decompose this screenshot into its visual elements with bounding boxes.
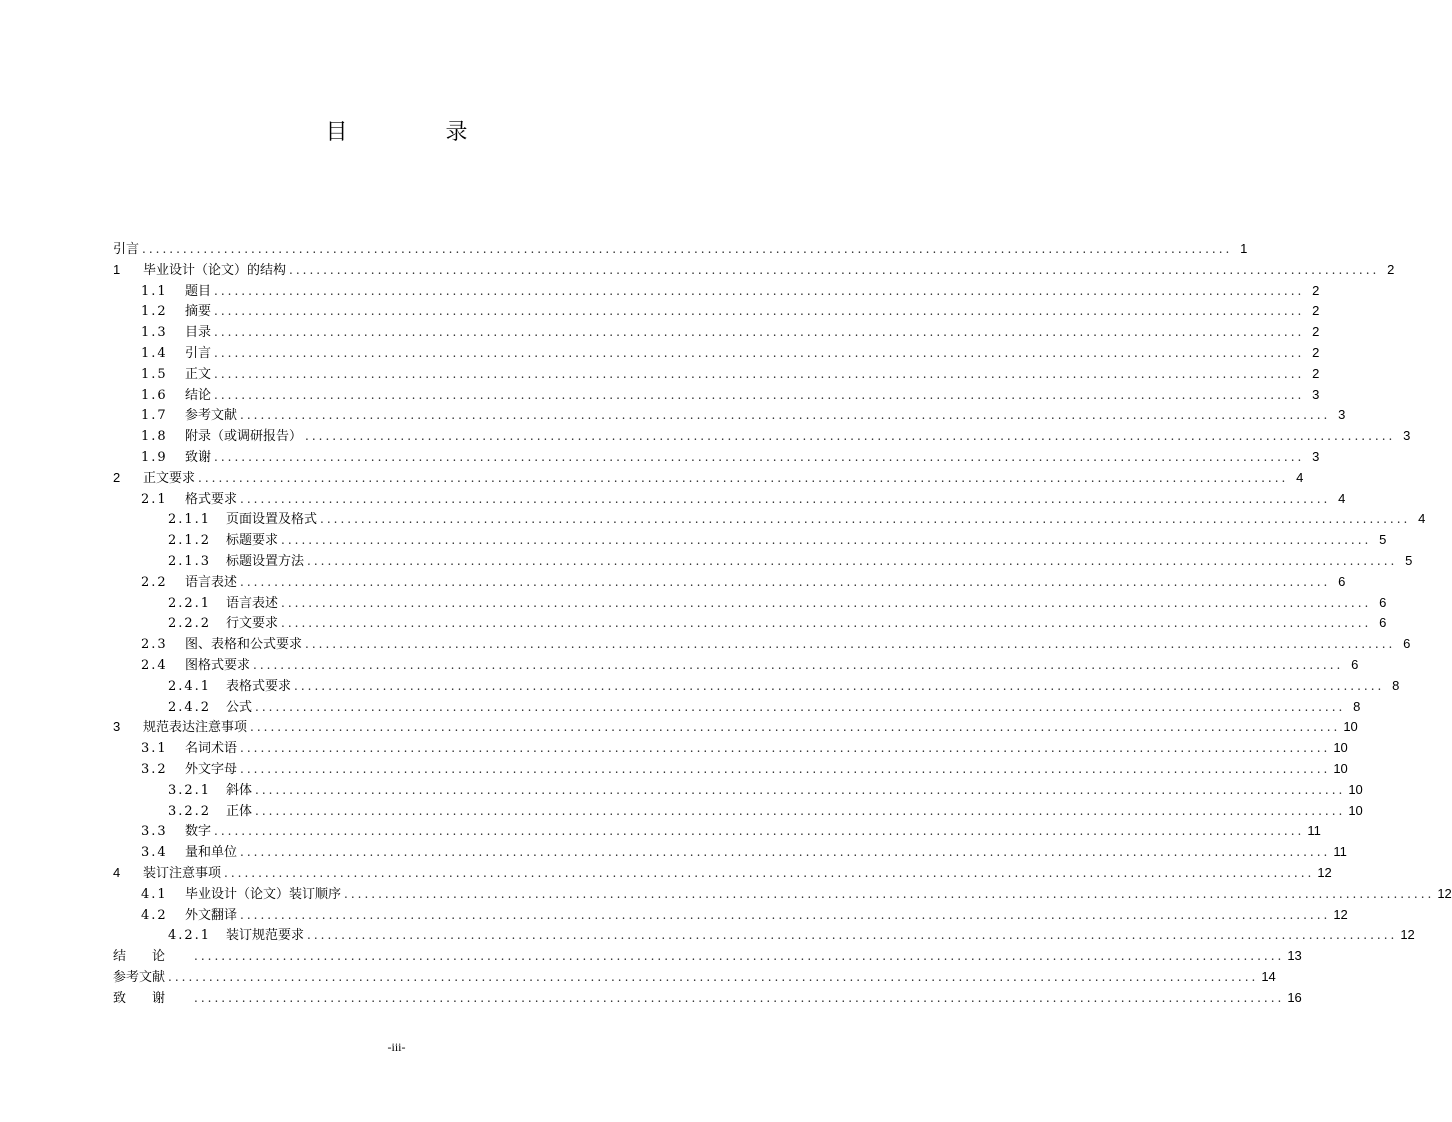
toc-entry-title: 外文字母: [185, 761, 238, 777]
toc-leader-dots: ................................................................................................................................................................: [294, 678, 1385, 693]
toc-leader-dots: ................................................................................................................................................................: [194, 990, 1285, 1005]
toc-entry-title: 名词术语: [185, 741, 238, 757]
toc-entry-title: 正文要求: [143, 469, 196, 485]
toc-entry[interactable]: [113, 447, 1320, 468]
toc-entry-number: 3.2.1: [168, 782, 212, 798]
toc-leader-dots: ................................................................................................................................................................: [281, 533, 1372, 548]
toc-entry[interactable]: [113, 468, 1304, 489]
table-of-contents: [113, 239, 1452, 1008]
toc-entry-title: 语言表述: [226, 595, 279, 611]
toc-entry-page: 3: [1312, 448, 1320, 464]
toc-leader-dots: ................................................................................................................................................................: [281, 616, 1372, 631]
toc-entry-title: 标题要求: [226, 533, 279, 549]
toc-entry[interactable]: [113, 780, 1363, 801]
toc-entry-page: 14: [1261, 968, 1276, 984]
toc-entry[interactable]: [113, 593, 1387, 614]
toc-entry-number: 2.4.2: [168, 699, 212, 715]
toc-leader-dots: ................................................................................................................................................................: [168, 969, 1259, 984]
toc-entry-number: 2.4: [141, 657, 168, 673]
toc-entry-page: 2: [1312, 324, 1320, 340]
toc-entry-page: 10: [1343, 719, 1358, 735]
toc-entry[interactable]: [113, 925, 1415, 946]
toc-entry[interactable]: [113, 967, 1276, 988]
toc-entry-page: 2: [1312, 344, 1320, 360]
toc-leader-dots: ................................................................................................................................................................: [307, 553, 1398, 568]
toc-entry[interactable]: [113, 426, 1411, 447]
toc-entry-title: 数字: [185, 824, 212, 840]
toc-leader-dots: ................................................................................................................................................................: [240, 845, 1331, 860]
toc-leader-dots: ................................................................................................................................................................: [214, 345, 1305, 360]
toc-entry-page: 2: [1387, 261, 1395, 277]
toc-entry-number: 3.3: [141, 824, 168, 840]
toc-entry-title: 页面设置及格式: [226, 512, 318, 528]
toc-entry-title: 正体: [226, 803, 253, 819]
toc-entry[interactable]: [113, 405, 1346, 426]
toc-entry[interactable]: [113, 759, 1348, 780]
toc-leader-dots: ................................................................................................................................................................: [305, 637, 1396, 652]
page-number-footer: -iii-: [387, 1040, 406, 1054]
toc-entry-number: 4.2: [141, 907, 168, 923]
toc-entry[interactable]: [113, 551, 1413, 572]
toc-entry-page: 6: [1379, 594, 1387, 610]
toc-entry-title: 参考文献: [113, 968, 166, 984]
toc-entry-page: 12: [1333, 906, 1348, 922]
toc-entry-page: 6: [1403, 636, 1411, 652]
toc-entry-title: 表格式要求: [226, 678, 292, 694]
toc-leader-dots: ................................................................................................................................................................: [214, 824, 1305, 839]
toc-entry-page: 2: [1312, 303, 1320, 319]
toc-leader-dots: ................................................................................................................................................................: [253, 657, 1344, 672]
toc-entry[interactable]: [113, 385, 1320, 406]
toc-entry-number: 1.7: [141, 408, 168, 424]
toc-entry-title: 致谢: [185, 449, 212, 465]
page-title: 目 录: [325, 120, 506, 145]
toc-entry-title: 图、表格和公式要求: [185, 637, 303, 653]
toc-entry[interactable]: [113, 655, 1359, 676]
toc-entry-number: 3.2.2: [168, 803, 212, 819]
toc-entry-title: 规范表达注意事项: [143, 719, 248, 735]
toc-entry-number: 1.6: [141, 387, 168, 403]
toc-entry[interactable]: [113, 738, 1348, 759]
toc-entry-number: 2.4.1: [168, 678, 212, 694]
toc-leader-dots: ................................................................................................................................................................: [240, 574, 1331, 589]
toc-entry-title: 量和单位: [185, 845, 238, 861]
toc-leader-dots: ................................................................................................................................................................: [214, 449, 1305, 464]
toc-entry-title: 斜体: [226, 782, 253, 798]
toc-entry[interactable]: [113, 634, 1411, 655]
toc-entry-title: 目录: [185, 325, 212, 341]
toc-entry-number: 1.1: [141, 283, 168, 299]
toc-entry[interactable]: [113, 572, 1346, 593]
toc-leader-dots: ................................................................................................................................................................: [240, 408, 1331, 423]
toc-entry-title: 毕业设计（论文）装订顺序: [185, 886, 342, 902]
toc-entry-page: 2: [1312, 365, 1320, 381]
toc-entry[interactable]: [113, 343, 1320, 364]
toc-entry-number: 2.3: [141, 637, 168, 653]
toc-entry-page: 6: [1351, 656, 1359, 672]
toc-leader-dots: ................................................................................................................................................................: [250, 720, 1341, 735]
toc-leader-dots: ................................................................................................................................................................: [255, 782, 1346, 797]
toc-entry-title: 图格式要求: [185, 657, 251, 673]
toc-entry-number: 2.2.1: [168, 595, 212, 611]
toc-entry-page: 6: [1379, 615, 1387, 631]
toc-entry-page: 3: [1338, 407, 1346, 423]
toc-entry[interactable]: [113, 697, 1361, 718]
toc-entry[interactable]: [113, 676, 1400, 697]
toc-entry-title: 公式: [226, 699, 253, 715]
toc-entry-page: 3: [1312, 386, 1320, 402]
toc-leader-dots: ................................................................................................................................................................: [344, 886, 1435, 901]
toc-entry[interactable]: [113, 613, 1387, 634]
toc-entry[interactable]: [113, 260, 1395, 281]
toc-entry-title: 结论: [113, 948, 192, 964]
toc-entry-page: 2: [1312, 282, 1320, 298]
toc-entry[interactable]: [113, 364, 1320, 385]
toc-entry[interactable]: [113, 322, 1320, 343]
toc-entry-number: 2.1.2: [168, 533, 212, 549]
toc-entry-page: 4: [1418, 511, 1426, 527]
toc-entry-title: 语言表述: [185, 574, 238, 590]
toc-entry-page: 11: [1333, 844, 1347, 860]
toc-entry[interactable]: [113, 489, 1346, 510]
toc-entry-title: 装订规范要求: [226, 928, 305, 944]
toc-entry[interactable]: [113, 530, 1387, 551]
toc-entry-number: 1.4: [141, 345, 168, 361]
toc-entry-number: 4.1: [141, 886, 168, 902]
toc-entry-number: 1.5: [141, 366, 168, 382]
toc-leader-dots: ................................................................................................................................................................: [240, 741, 1331, 756]
toc-leader-dots: ................................................................................................................................................................: [255, 803, 1346, 818]
toc-leader-dots: ................................................................................................................................................................: [198, 470, 1289, 485]
toc-entry-title: 致谢: [113, 989, 192, 1005]
toc-entry-page: 8: [1353, 698, 1361, 714]
toc-entry-page: 5: [1379, 532, 1387, 548]
toc-entry-number: 1.3: [141, 325, 168, 341]
toc-entry-number: 3.4: [141, 845, 168, 861]
toc-entry-page: 5: [1405, 552, 1413, 568]
toc-entry[interactable]: [113, 301, 1320, 322]
toc-entry-number: 1: [113, 261, 121, 277]
toc-entry-page: 6: [1338, 573, 1346, 589]
toc-entry[interactable]: [113, 946, 1302, 967]
toc-leader-dots: ................................................................................................................................................................: [214, 325, 1305, 340]
toc-entry-title: 摘要: [185, 304, 212, 320]
toc-entry-number: 3.1: [141, 741, 168, 757]
toc-entry[interactable]: [113, 884, 1452, 905]
toc-entry-title: 毕业设计（论文）的结构: [143, 261, 287, 277]
toc-entry-page: 10: [1348, 781, 1363, 797]
toc-entry-page: 4: [1296, 469, 1304, 485]
toc-entry-number: 2.1: [141, 491, 168, 507]
toc-entry-number: 4: [113, 864, 121, 880]
toc-entry-title: 引言: [113, 241, 140, 256]
toc-entry-number: 1.2: [141, 304, 168, 320]
toc-entry-page: 16: [1287, 989, 1302, 1005]
toc-entry-page: 10: [1348, 802, 1363, 818]
toc-entry-title: 正文: [185, 366, 212, 382]
toc-leader-dots: ................................................................................................................................................................: [194, 949, 1285, 964]
toc-entry[interactable]: [113, 801, 1363, 822]
toc-entry[interactable]: [113, 863, 1332, 884]
toc-leader-dots: ................................................................................................................................................................: [240, 491, 1331, 506]
toc-entry-number: 1.8: [141, 429, 168, 445]
toc-leader-dots: ................................................................................................................................................................: [214, 304, 1305, 319]
toc-entry-page: 4: [1338, 490, 1346, 506]
toc-entry[interactable]: [113, 988, 1302, 1009]
toc-entry-title: 行文要求: [226, 616, 279, 632]
toc-entry-page: 12: [1317, 864, 1332, 880]
toc-entry-number: 3: [113, 719, 121, 735]
toc-entry-title: 引言: [185, 345, 212, 361]
toc-entry-number: 3.2: [141, 761, 168, 777]
toc-entry-page: 1: [1240, 241, 1248, 256]
toc-entry-number: 1.9: [141, 449, 168, 465]
toc-entry-number: 2.2: [141, 574, 168, 590]
toc-entry[interactable]: [113, 842, 1347, 863]
toc-entry-page: 8: [1392, 677, 1400, 693]
toc-entry-number: 2.1.1: [168, 512, 212, 528]
toc-leader-dots: ................................................................................................................................................................: [142, 242, 1233, 256]
toc-entry-number: 4.2.1: [168, 928, 212, 944]
toc-entry[interactable]: [113, 281, 1320, 302]
toc-entry-number: 2.2.2: [168, 616, 212, 632]
toc-entry-number: 2.1.3: [168, 553, 212, 569]
toc-entry-page: 10: [1333, 740, 1348, 756]
toc-entry-title: 题目: [185, 283, 212, 299]
toc-leader-dots: ................................................................................................................................................................: [240, 761, 1331, 776]
toc-entry[interactable]: [113, 821, 1321, 842]
toc-leader-dots: ................................................................................................................................................................: [305, 429, 1396, 444]
toc-entry[interactable]: [113, 717, 1358, 738]
toc-entry[interactable]: [113, 905, 1348, 926]
toc-leader-dots: ................................................................................................................................................................: [224, 865, 1315, 880]
toc-entry-page: 13: [1287, 948, 1302, 964]
toc-entry-title: 参考文献: [185, 408, 238, 424]
toc-leader-dots: ................................................................................................................................................................: [214, 366, 1305, 381]
toc-leader-dots: ................................................................................................................................................................: [289, 262, 1380, 277]
toc-entry-title: 装订注意事项: [143, 864, 222, 880]
toc-entry-title: 格式要求: [185, 491, 238, 507]
toc-entry-number: 2: [113, 469, 121, 485]
toc-leader-dots: ................................................................................................................................................................: [281, 595, 1372, 610]
toc-entry-title: 外文翻译: [185, 907, 238, 923]
toc-entry-title: 附录（或调研报告）: [185, 429, 303, 445]
toc-entry[interactable]: [113, 509, 1426, 530]
toc-entry-title: 结论: [185, 387, 212, 403]
toc-leader-dots: ................................................................................................................................................................: [240, 907, 1331, 922]
toc-entry[interactable]: [113, 239, 1248, 260]
toc-entry-page: 11: [1307, 823, 1321, 839]
toc-entry-page: 3: [1403, 428, 1411, 444]
toc-entry-page: 12: [1400, 927, 1415, 943]
toc-leader-dots: ................................................................................................................................................................: [214, 387, 1305, 402]
toc-entry-title: 标题设置方法: [226, 553, 305, 569]
toc-entry-page: 10: [1333, 760, 1348, 776]
toc-leader-dots: ................................................................................................................................................................: [255, 699, 1346, 714]
toc-leader-dots: ................................................................................................................................................................: [214, 283, 1305, 298]
toc-leader-dots: ................................................................................................................................................................: [307, 928, 1398, 943]
toc-entry-page: 12: [1437, 885, 1452, 901]
toc-leader-dots: ................................................................................................................................................................: [320, 512, 1411, 527]
